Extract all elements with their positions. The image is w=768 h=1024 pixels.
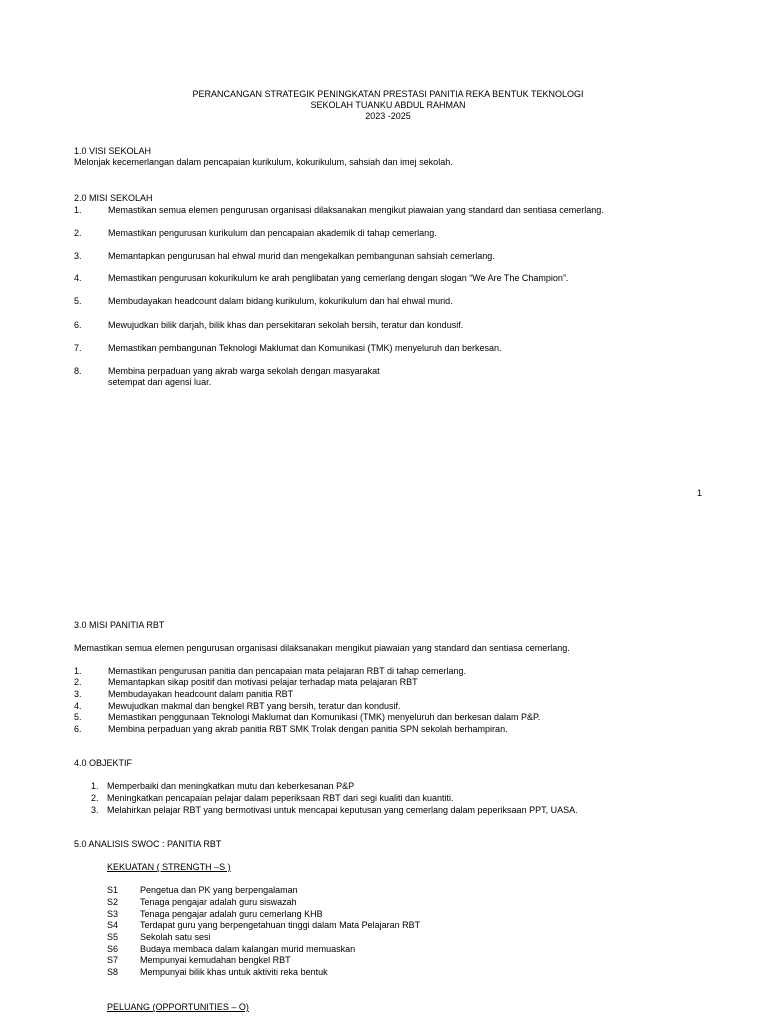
strength-text: Mempunyai bilik khas untuk aktiviti reka bentuk [140,967,328,977]
list-item-number: 4. [74,701,82,711]
strength-text: Tenaga pengajar adalah guru cemerlang KHB [140,909,323,919]
objektif-heading: 4.0 OBJEKTIF [74,758,133,768]
strength-heading: KEKUATAN ( STRENGTH –S ) [107,862,231,872]
misi-panitia-intro: Memastikan semua elemen pengurusan organisasi dilaksanakan mengikut piawaian yang standard dan sentiasa cemerlang. [74,643,570,653]
list-item-number: 8. [74,366,82,376]
document-title-line-2: SEKOLAH TUANKU ABDUL RAHMAN [310,100,466,110]
strength-code: S8 [107,967,119,977]
document-title-line-3: 2023 -2025 [365,111,411,121]
list-item-text: Melahirkan pelajar RBT yang bermotivasi untuk mencapai keputusan yang cemerlang dalam peperiksaan PPT, UASA. [107,805,578,815]
strength-code: S5 [107,932,119,942]
list-item-text: Membina perpaduan yang akrab panitia RBT SMK Trolak dengan panitia SPN sekolah berhampiran. [108,724,508,734]
list-item-text: Membina perpaduan yang akrab warga sekolah dengan masyarakat [108,366,380,376]
strength-text: Pengetua dan PK yang berpengalaman [140,885,298,895]
strength-text: Mempunyai kemudahan bengkel RBT [140,955,291,965]
list-item-number: 2. [91,793,99,803]
list-item-number: 6. [74,320,82,330]
strength-code: S2 [107,897,119,907]
list-item-number: 1. [74,205,82,215]
list-item-text: Memastikan pengurusan panitia dan pencapaian mata pelajaran RBT di tahap cemerlang. [108,666,467,676]
list-item-text: Mewujudkan makmal dan bengkel RBT yang bersih, teratur dan kondusif. [108,701,401,711]
document-title-line-1: PERANCANGAN STRATEGIK PENINGKATAN PRESTASI PANITIA REKA BENTUK TEKNOLOGI [192,89,584,99]
list-item-number: 5. [74,712,82,722]
list-item-text: Membudayakan headcount dalam bidang kurikulum, kokurikulum dan hal ehwal murid. [108,296,453,306]
list-item-text: Membudayakan headcount dalam panitia RBT [108,689,294,699]
list-item-number: 2. [74,677,82,687]
page-number: 1 [697,488,703,498]
strength-code: S7 [107,955,119,965]
list-item-text: Memastikan pengurusan kokurikulum ke arah penglibatan yang cemerlang dengan slogan “We Are The Champion”. [108,273,569,283]
list-item-text: Memantapkan pengurusan hal ehwal murid dan mengekalkan pembangunan sahsiah cemerlang. [108,251,495,261]
swot-heading: 5.0 ANALISIS SWOC : PANITIA RBT [74,839,222,849]
list-item-text: Meningkatkan pencapaian pelajar dalam peperiksaan RBT dari segi kualiti dan kuantiti. [107,793,454,803]
list-item-number: 4. [74,273,82,283]
misi-heading: 2.0 MISI SEKOLAH [74,193,153,203]
strength-text: Sekolah satu sesi [140,932,211,942]
visi-text: Melonjak kecemerlangan dalam pencapaian kurikulum, kokurikulum, sahsiah dan imej sekolah. [74,157,453,167]
list-item-number: 3. [91,805,99,815]
strength-code: S4 [107,920,119,930]
list-item-text: Memastikan pengurusan kurikulum dan pencapaian akademik di tahap cemerlang. [108,228,437,238]
list-item-text: Memastikan semua elemen pengurusan organisasi dilaksanakan mengikut piawaian yang standard dan sentiasa cemerlang. [108,205,604,215]
list-item-number: 1. [91,781,99,791]
list-item-text: Memantapkan sikap positif dan motivasi pelajar terhadap mata pelajaran RBT [108,677,418,687]
opportunities-heading: PELUANG (OPPORTUNITIES – O) [107,1002,249,1012]
list-item-number: 2. [74,228,82,238]
misi-panitia-heading: 3.0 MISI PANITIA RBT [74,620,165,630]
strength-code: S3 [107,909,119,919]
visi-heading: 1.0 VISI SEKOLAH [74,146,152,156]
list-item-text: Memastikan penggunaan Teknologi Maklumat dan Komunikasi (TMK) menyeluruh dan berkesan dalam P&P. [108,712,541,722]
strength-text: Terdapat guru yang berpengetahuan tinggi dalam Mata Pelajaran RBT [140,920,421,930]
list-item-number: 7. [74,343,82,353]
list-item-number: 3. [74,689,82,699]
strength-text: Budaya membaca dalam kalangan murid memuaskan [140,944,356,954]
list-item-text: Memastikan pembangunan Teknologi Maklumat dan Komunikasi (TMK) menyeluruh dan berkesan. [108,343,502,353]
strength-code: S6 [107,944,119,954]
list-item-text-continued: setempat dan agensi luar. [108,377,212,387]
strength-text: Tenaga pengajar adalah guru siswazah [140,897,297,907]
list-item-number: 3. [74,251,82,261]
list-item-number: 6. [74,724,82,734]
list-item-number: 1. [74,666,82,676]
strength-code: S1 [107,885,119,895]
list-item-number: 5. [74,296,82,306]
list-item-text: Mewujudkan bilik darjah, bilik khas dan persekitaran sekolah bersih, teratur dan kondusif. [108,320,464,330]
list-item-text: Memperbaiki dan meningkatkan mutu dan keberkesanan P&P [107,781,355,791]
